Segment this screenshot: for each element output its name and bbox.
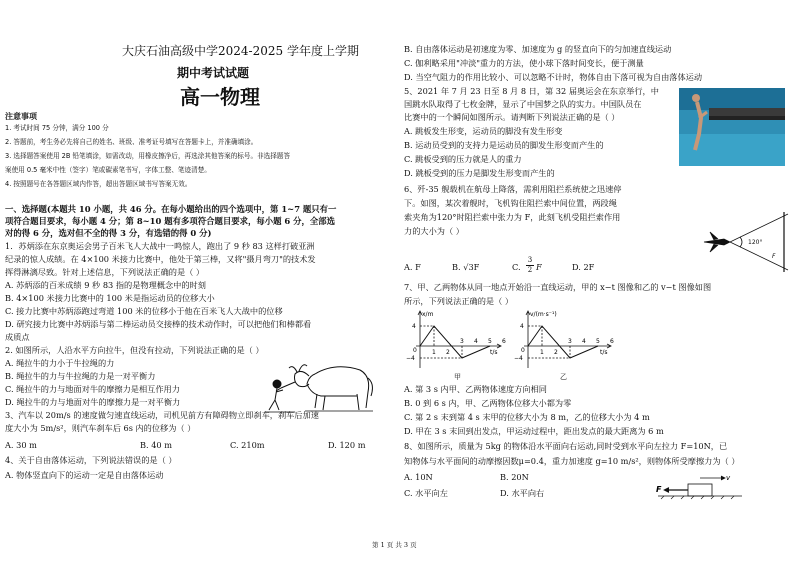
- q1-stem: 1．苏炳添在东京奥运会男子百米飞人大战中一鸣惊人，跑出了 9 秒 83 这样打破亚洲: [5, 241, 315, 251]
- q5-diver-photo: [679, 88, 785, 166]
- q1-option-a: A. 苏炳添的百米成绩 9 秒 83 指的是物理概念中的时刻: [5, 280, 206, 290]
- q1-option-c: C. 接力比赛中苏炳添跑过弯道 100 米的位移小于他在百米飞人大战中的位移: [5, 306, 283, 316]
- notes-title: 注意事项: [5, 112, 37, 121]
- q7b-xlabel: t/s: [600, 349, 608, 356]
- q5-stem: 5、2021 年 7 月 23 日至 8 月 8 日，第 32 届奥运会在东京举行，中: [404, 86, 659, 96]
- q6-option-b: B. √3F: [452, 262, 480, 272]
- q1-option-d: D. 研究接力比赛中苏炳添与第二棒运动员交接棒的技术动作时，可以把他们和棒都看: [5, 319, 312, 329]
- section-heading: 一、选择题(本题共 10 小题，共 46 分。在每小题给出的四个选项中，第 1~7 题只有一: [5, 204, 337, 214]
- q4-option-a: A. 物体竖直向下的运动一定是自由落体运动: [5, 470, 164, 480]
- note-item: 4. 按照题号在各答题区域内作答，超出答题区域书写答案无效。: [5, 180, 192, 188]
- note-item: 3. 选择题答案使用 2B 铅笔填涂，如需改动，用橡皮擦净后，再选涂其他答案的标号。非选择题答: [5, 152, 291, 160]
- section-heading: 项符合题目要求，每小题 4 分；第 8~10 题有多项符合题目要求，每小题 6 分，全部选: [5, 216, 336, 226]
- section-heading: 对的得 6 分，选对但不全的得 3 分，有选错的得 0 分): [5, 228, 212, 238]
- q6-force-label: F: [772, 253, 776, 260]
- subject-title: 高一物理: [180, 85, 260, 109]
- q5-stem: 比赛中的一个瞬间如图所示。请判断下列说法正确的是（ ）: [404, 112, 620, 122]
- q7-stem: 7、甲、乙两物体从同一地点开始沿一直线运动，甲的 x−t 图像和乙的 v−t 图像如图: [404, 282, 712, 292]
- x-tick-label: 2: [554, 349, 558, 356]
- q6-frac-numerator: 3: [527, 256, 533, 264]
- q4-stem: 4、关于自由落体运动，下列说法错误的是（ ）: [5, 455, 177, 465]
- q6-arresting-figure: [700, 208, 790, 278]
- q3-option-b: B. 40 m: [140, 440, 173, 450]
- q7a-ytick-bottom: −4: [406, 355, 415, 362]
- x-tick-label: 4: [582, 338, 586, 345]
- x-tick-label: 4: [474, 338, 478, 345]
- q5-option-a: A. 跳板发生形变，运动员的脚没有发生形变: [404, 126, 563, 136]
- q8-option-c: C. 水平向左: [404, 488, 448, 498]
- q7b-ytick-bottom: −4: [514, 355, 523, 362]
- exam-title: 期中考试试题: [177, 66, 250, 80]
- q3-option-a: A. 30 m: [5, 440, 37, 450]
- q6-stem: 索夹角为120°时阻拦索中张力为 F，此刻飞机受阻拦索作用: [404, 212, 621, 222]
- q5-stem: 国跳水队取得了七枚金牌，显示了中国梦之队的实力。中国队员在: [404, 99, 642, 109]
- q1-option-d-cont: 成质点: [5, 332, 30, 342]
- q8-velocity-label: v: [726, 474, 731, 482]
- x-tick-label: 5: [488, 338, 492, 345]
- q3-option-c: C. 210m: [230, 440, 265, 450]
- q6-option-d: D. 2F: [572, 262, 595, 272]
- x-tick-label: 6: [502, 338, 506, 345]
- q7b-ytick-top: 4: [520, 323, 524, 330]
- q2-option-c: C. 绳拉牛的力与地面对牛的摩擦力是相互作用力: [5, 384, 180, 394]
- q5-option-d: D. 跳板受到的压力是脚发生形变而产生的: [404, 168, 555, 178]
- x-tick-label: 3: [460, 338, 464, 345]
- q7a-caption: 甲: [454, 373, 461, 381]
- q6-stem: 下。如图，某次着舰时，飞机钩住阻拦索中间位置，两段绳: [404, 198, 617, 208]
- q6-frac-variable: F: [536, 262, 542, 272]
- page-footer: 第 1 页 共 3 页: [372, 541, 417, 549]
- q4-option-d: D. 当空气阻力的作用比较小、可以忽略不计时，物体自由下落可视为自由落体运动: [404, 72, 703, 82]
- q6-option-c: C.: [512, 262, 521, 272]
- q6-angle-label: 120°: [748, 239, 763, 246]
- x-tick-label: 1: [432, 349, 436, 356]
- q2-stem: 2. 如图所示，人沿水平方向拉牛，但没有拉动，下列说法正确的是（ ）: [5, 345, 264, 355]
- q8-option-b: B. 20N: [500, 472, 529, 482]
- x-tick-label: 5: [596, 338, 600, 345]
- x-tick-label: 6: [610, 338, 614, 345]
- q1-stem: 纪录的惊人成绩。在 4×100 米接力比赛中，他处于第三棒，又将"摄月弯刀"的技术发: [5, 254, 316, 264]
- q3-stem: 度大小为 5m/s²，则汽车刹车后 6s 内的位移为（ ）: [5, 423, 196, 433]
- q2-option-d: D. 绳拉牛的力与地面对牛的摩擦力是一对平衡力: [5, 397, 181, 407]
- q8-option-a: A. 10N: [404, 472, 433, 482]
- note-item: 案使用 0.5 毫米中性（签字）笔或碳素笔书写，字体工整、笔迹清楚。: [5, 166, 211, 174]
- x-tick-label: 3: [568, 338, 572, 345]
- q7b-caption: 乙: [560, 373, 567, 381]
- note-item: 1. 考试时间 75 分钟，满分 100 分: [5, 124, 109, 132]
- q8-stem: 知物体与水平面间的动摩擦因数μ=0.4，重力加速度 g=10 m/s²，则物体所受摩擦力为（ ）: [404, 456, 740, 466]
- school-title: 大庆石油高级中学2024-2025 学年度上学期: [122, 44, 359, 58]
- q8-stem: 8、如图所示，质量为 5kg 的物体沿水平面向右运动,同时受到水平向左拉力 F=10N，已: [404, 441, 728, 451]
- q7-option-a: A. 第 3 s 内甲、乙两物体速度方向相同: [404, 384, 547, 394]
- q7-stem: 所示，下列说法正确的是（ ）: [404, 296, 514, 306]
- note-item: 2. 答题前，考生务必先将自己的姓名、班级、准考证号填写在答题卡上，并准确填涂。: [5, 138, 258, 146]
- q7a-origin: 0: [413, 347, 417, 354]
- q5-option-b: B. 运动员受到的支持力是运动员的脚发生形变而产生的: [404, 140, 604, 150]
- q7-option-b: B. 0 到 6 s 内，甲、乙两物体位移大小都为零: [404, 398, 572, 408]
- q8-block-figure: [654, 470, 744, 500]
- q7-option-d: D. 甲在 3 s 末回到出发点，甲运动过程中，距出发点的最大距离为 6 m: [404, 426, 664, 436]
- q4-option-b: B. 自由落体运动是初速度为零、加速度为 g 的竖直向下的匀加速直线运动: [404, 44, 672, 54]
- q7-graph-yi: [512, 308, 620, 374]
- right-column: [400, 0, 794, 561]
- q6-frac-denominator: 2: [527, 266, 533, 274]
- q7-option-c: C. 第 2 s 末到第 4 s 末甲的位移大小为 8 m，乙的位移大小为 4 m: [404, 412, 650, 422]
- q6-option-a: A. F: [404, 262, 421, 272]
- q8-option-d: D. 水平向右: [500, 488, 545, 498]
- q1-option-b: B. 4×100 米接力比赛中的 100 米是指运动员的位移大小: [5, 293, 215, 303]
- q2-option-a: A. 绳拉牛的力小于牛拉绳的力: [5, 358, 115, 368]
- q2-option-b: B. 绳拉牛的力与牛拉绳的力是一对平衡力: [5, 371, 156, 381]
- q8-force-label: F: [656, 485, 662, 494]
- q7a-xlabel: t/s: [490, 349, 498, 356]
- q7a-ytick-top: 4: [412, 323, 416, 330]
- q7-graph-jia: [404, 308, 509, 374]
- q7b-origin: 0: [521, 347, 525, 354]
- q6-stem: 力的大小为（ ）: [404, 226, 464, 236]
- q4-option-c: C. 伽利略采用"冲淡"重力的方法，使小球下落时间变长，便于测量: [404, 58, 644, 68]
- q3-option-d: D. 120 m: [328, 440, 366, 450]
- x-tick-label: 1: [540, 349, 544, 356]
- x-tick-label: 2: [446, 349, 450, 356]
- q1-stem: 挥得淋漓尽致。针对上述信息，下列说法正确的是（ ）: [5, 267, 205, 277]
- q5-option-c: C. 跳板受到的压力就是人的重力: [404, 154, 522, 164]
- q6-stem: 6、歼-35 舰载机在航母上降落，需利用阻拦系统使之迅速停: [404, 184, 622, 194]
- q7b-ylabel: v/(m·s⁻¹): [530, 311, 557, 318]
- q7a-ylabel: x/m: [422, 311, 434, 318]
- q3-stem: 3、汽车以 20m/s 的速度做匀速直线运动，司机见前方有障碍物立即刹车，刹车后加速: [5, 410, 319, 420]
